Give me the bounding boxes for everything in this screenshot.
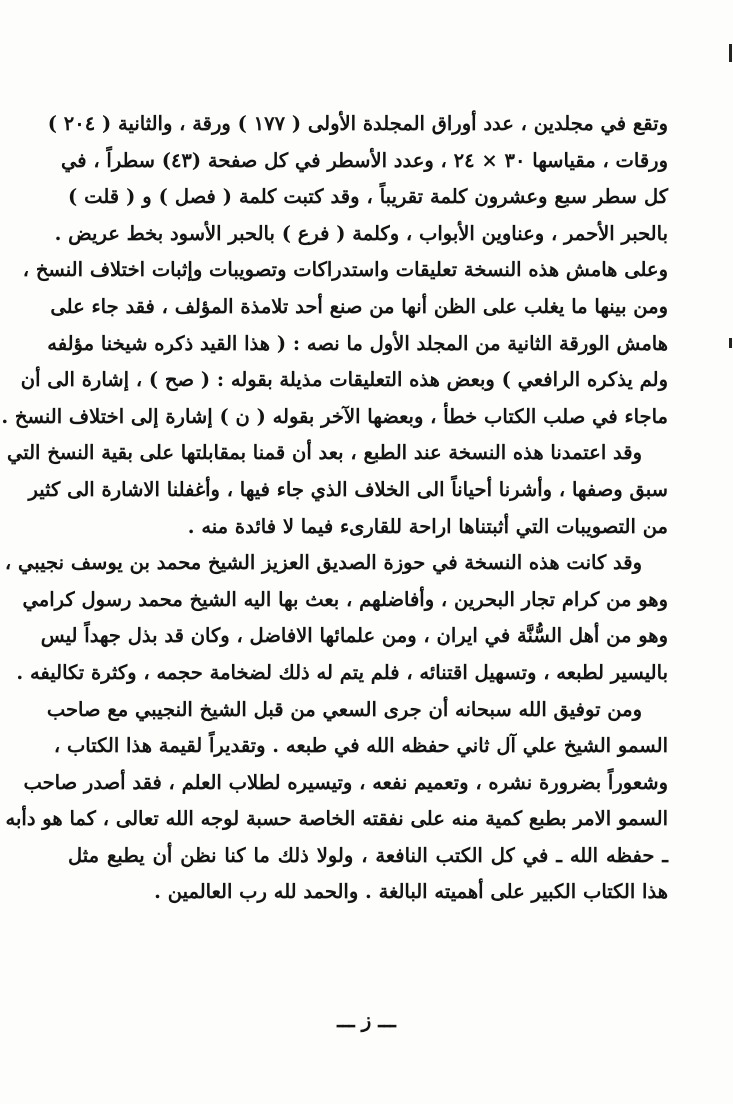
text-line: بالحبر الأحمر ، وعناوين الأبواب ، وكلمة ( فرع ) بالحبر الأسود بخط عريض . bbox=[54, 221, 668, 245]
text-line: وعلى هامش هذه النسخة تعليقات واستدراكات وتصويبات وإثبات اختلاف النسخ ، bbox=[22, 258, 668, 282]
scan-edge-mark-top bbox=[729, 44, 732, 62]
text-line: وقد اعتمدنا هذه النسخة عند الطبع ، بعد أن قمنا بمقابلتها على بقية النسخ التي bbox=[6, 441, 642, 465]
text-line: وهو من كرام تجار البحرين ، وأفاضلهم ، بعث بها اليه الشيخ محمد رسول كرامي bbox=[22, 587, 668, 611]
text-line: وشعوراً بضرورة نشره ، وتعميم نفعه ، وتيسيره لطلاب العلم ، فقد أصدر صاحب bbox=[23, 770, 668, 794]
text-line: ـ حفظه الله ـ في كل الكتب النافعة ، ولولا ذلك ما كنا نظن أن يطبع مثل bbox=[68, 843, 668, 867]
text-line: ولم يذكره الرافعي ) وبعض هذه التعليقات مذيلة بقوله : ( صح ) ، إشارة الى أن bbox=[20, 368, 668, 392]
text-line: ورقات ، مقياسها ٣٠ × ٢٤ ، وعدد الأسطر في كل صفحة (٤٣) سطراً ، في bbox=[60, 148, 668, 172]
body-text bbox=[1, 106, 668, 911]
text-line: السمو الامر بطبع كمية منه على نفقته الخاصة حسبة لوجه الله تعالى ، كما هو دأبه bbox=[5, 807, 668, 831]
text-line: وهو من أهل السُّنَّة في ايران ، ومن علمائها الافاضل ، وكان قد بذل جهداً ليس bbox=[40, 624, 668, 648]
text-line: كل سطر سبع وعشرون كلمة تقريباً ، وقد كتبت كلمة ( فصل ) و ( قلت ) bbox=[68, 185, 668, 209]
text-line: من التصويبات التي أثبتناها اراحة للقارىء فيما لا فائدة منه . bbox=[187, 514, 668, 538]
text-line: ماجاء في صلب الكتاب خطأ ، وبعضها الآخر بقوله ( ن ) إشارة إلى اختلاف النسخ . bbox=[1, 404, 668, 428]
text-line: السمو الشيخ علي آل ثاني حفظه الله في طبعه . وتقديراً لقيمة هذا الكتاب ، bbox=[53, 734, 668, 758]
page-number: ـــ ز ـــ bbox=[337, 1008, 396, 1032]
scan-edge-mark-middle bbox=[729, 338, 732, 348]
text-line: ومن توفيق الله سبحانه أن جرى السعي من قبل الشيخ النجيبي مع صاحب bbox=[46, 697, 642, 721]
text-line: باليسير لطبعه ، وتسهيل اقتنائه ، فلم يتم له ذلك لضخامة حجمه ، وكثرة تكاليفه . bbox=[16, 660, 668, 684]
text-line: وتقع في مجلدين ، عدد أوراق المجلدة الأولى ( ١٧٧ ) ورقة ، والثانية ( ٢٠٤ ) bbox=[47, 112, 668, 135]
text-line: هامش الورقة الثانية من المجلد الأول ما نصه : ( هذا القيد ذكره شيخنا مؤلفه bbox=[47, 331, 668, 355]
text-line: وقد كانت هذه النسخة في حوزة الصديق العزيز الشيخ محمد بن يوسف نجيبي ، bbox=[4, 551, 642, 575]
text-line: سبق وصفها ، وأشرنا أحياناً الى الخلاف الذي جاء فيها ، وأغفلنا الاشارة الى كثير bbox=[28, 477, 668, 501]
text-line: ومن بينها ما يغلب على الظن أنها من صنع أحد تلامذة المؤلف ، فقد جاء على bbox=[50, 294, 668, 318]
text-line: هذا الكتاب الكبير على أهميته البالغة . والحمد لله رب العالمين . bbox=[154, 880, 668, 904]
